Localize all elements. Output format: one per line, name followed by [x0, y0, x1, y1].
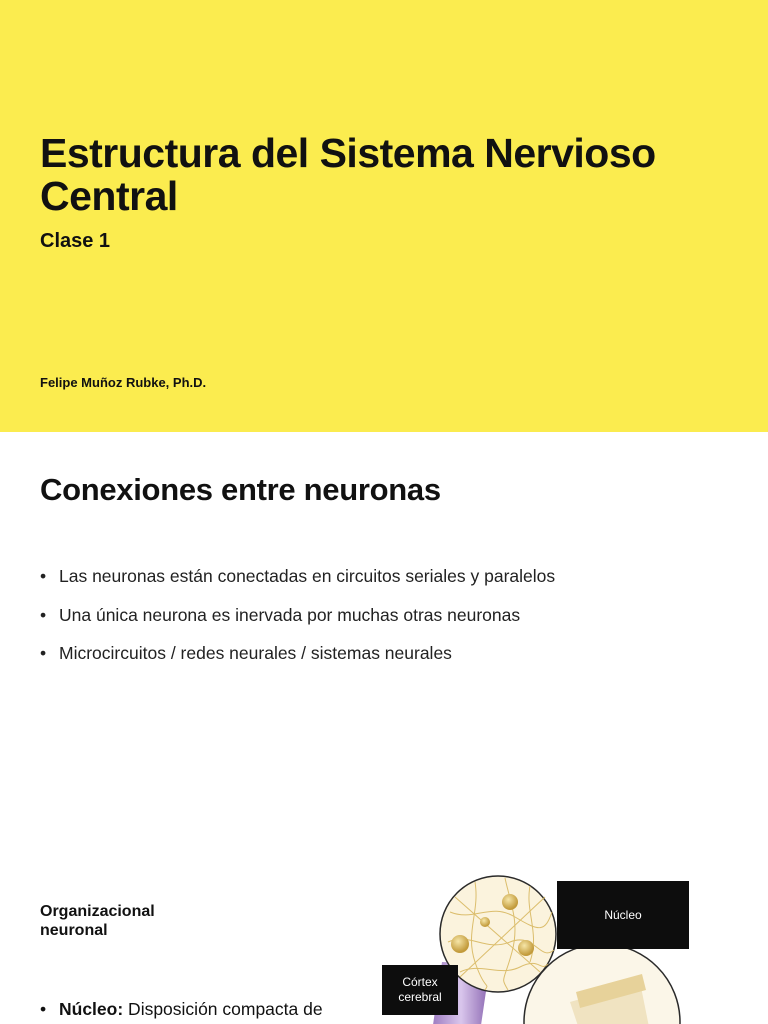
presentation-title: Estructura del Sistema Nervioso Central	[40, 130, 656, 219]
class-subtitle: Clase 1	[40, 230, 111, 252]
bullet-item: • Microcircuitos / redes neurales / sistemas neurales	[40, 643, 555, 663]
bullet-text: Disposición compacta de	[123, 999, 323, 1019]
slide-title: Organizacional neuronal	[40, 903, 155, 939]
slide-title: Conexiones entre neuronas	[40, 472, 441, 507]
title-slide	[0, 0, 768, 432]
bullet-item: • Las neuronas están conectadas en circuitos seriales y paralelos	[40, 566, 555, 586]
bullet-item	[40, 998, 389, 1020]
organization-slide	[0, 832, 768, 1024]
neuron-organization-figure	[380, 872, 700, 1024]
cortex-label-line2: cerebral	[398, 990, 442, 1004]
bullet-term: Núcleo:	[59, 999, 124, 1019]
neuron-cell	[518, 940, 534, 956]
neuron-cell	[480, 917, 490, 927]
cortex-label-line1: Córtex	[402, 975, 438, 989]
bullet-item: • Una única neurona es inervada por muchas otras neuronas	[40, 605, 555, 625]
nucleus-label: Núcleo	[557, 881, 689, 949]
author-name: Felipe Muñoz Rubke, Ph.D.	[40, 375, 207, 390]
connections-slide	[0, 432, 768, 832]
cortex-label	[382, 965, 458, 1015]
neuron-cell	[502, 894, 518, 910]
neuron-cell	[451, 935, 469, 953]
bullet-list	[40, 566, 555, 682]
